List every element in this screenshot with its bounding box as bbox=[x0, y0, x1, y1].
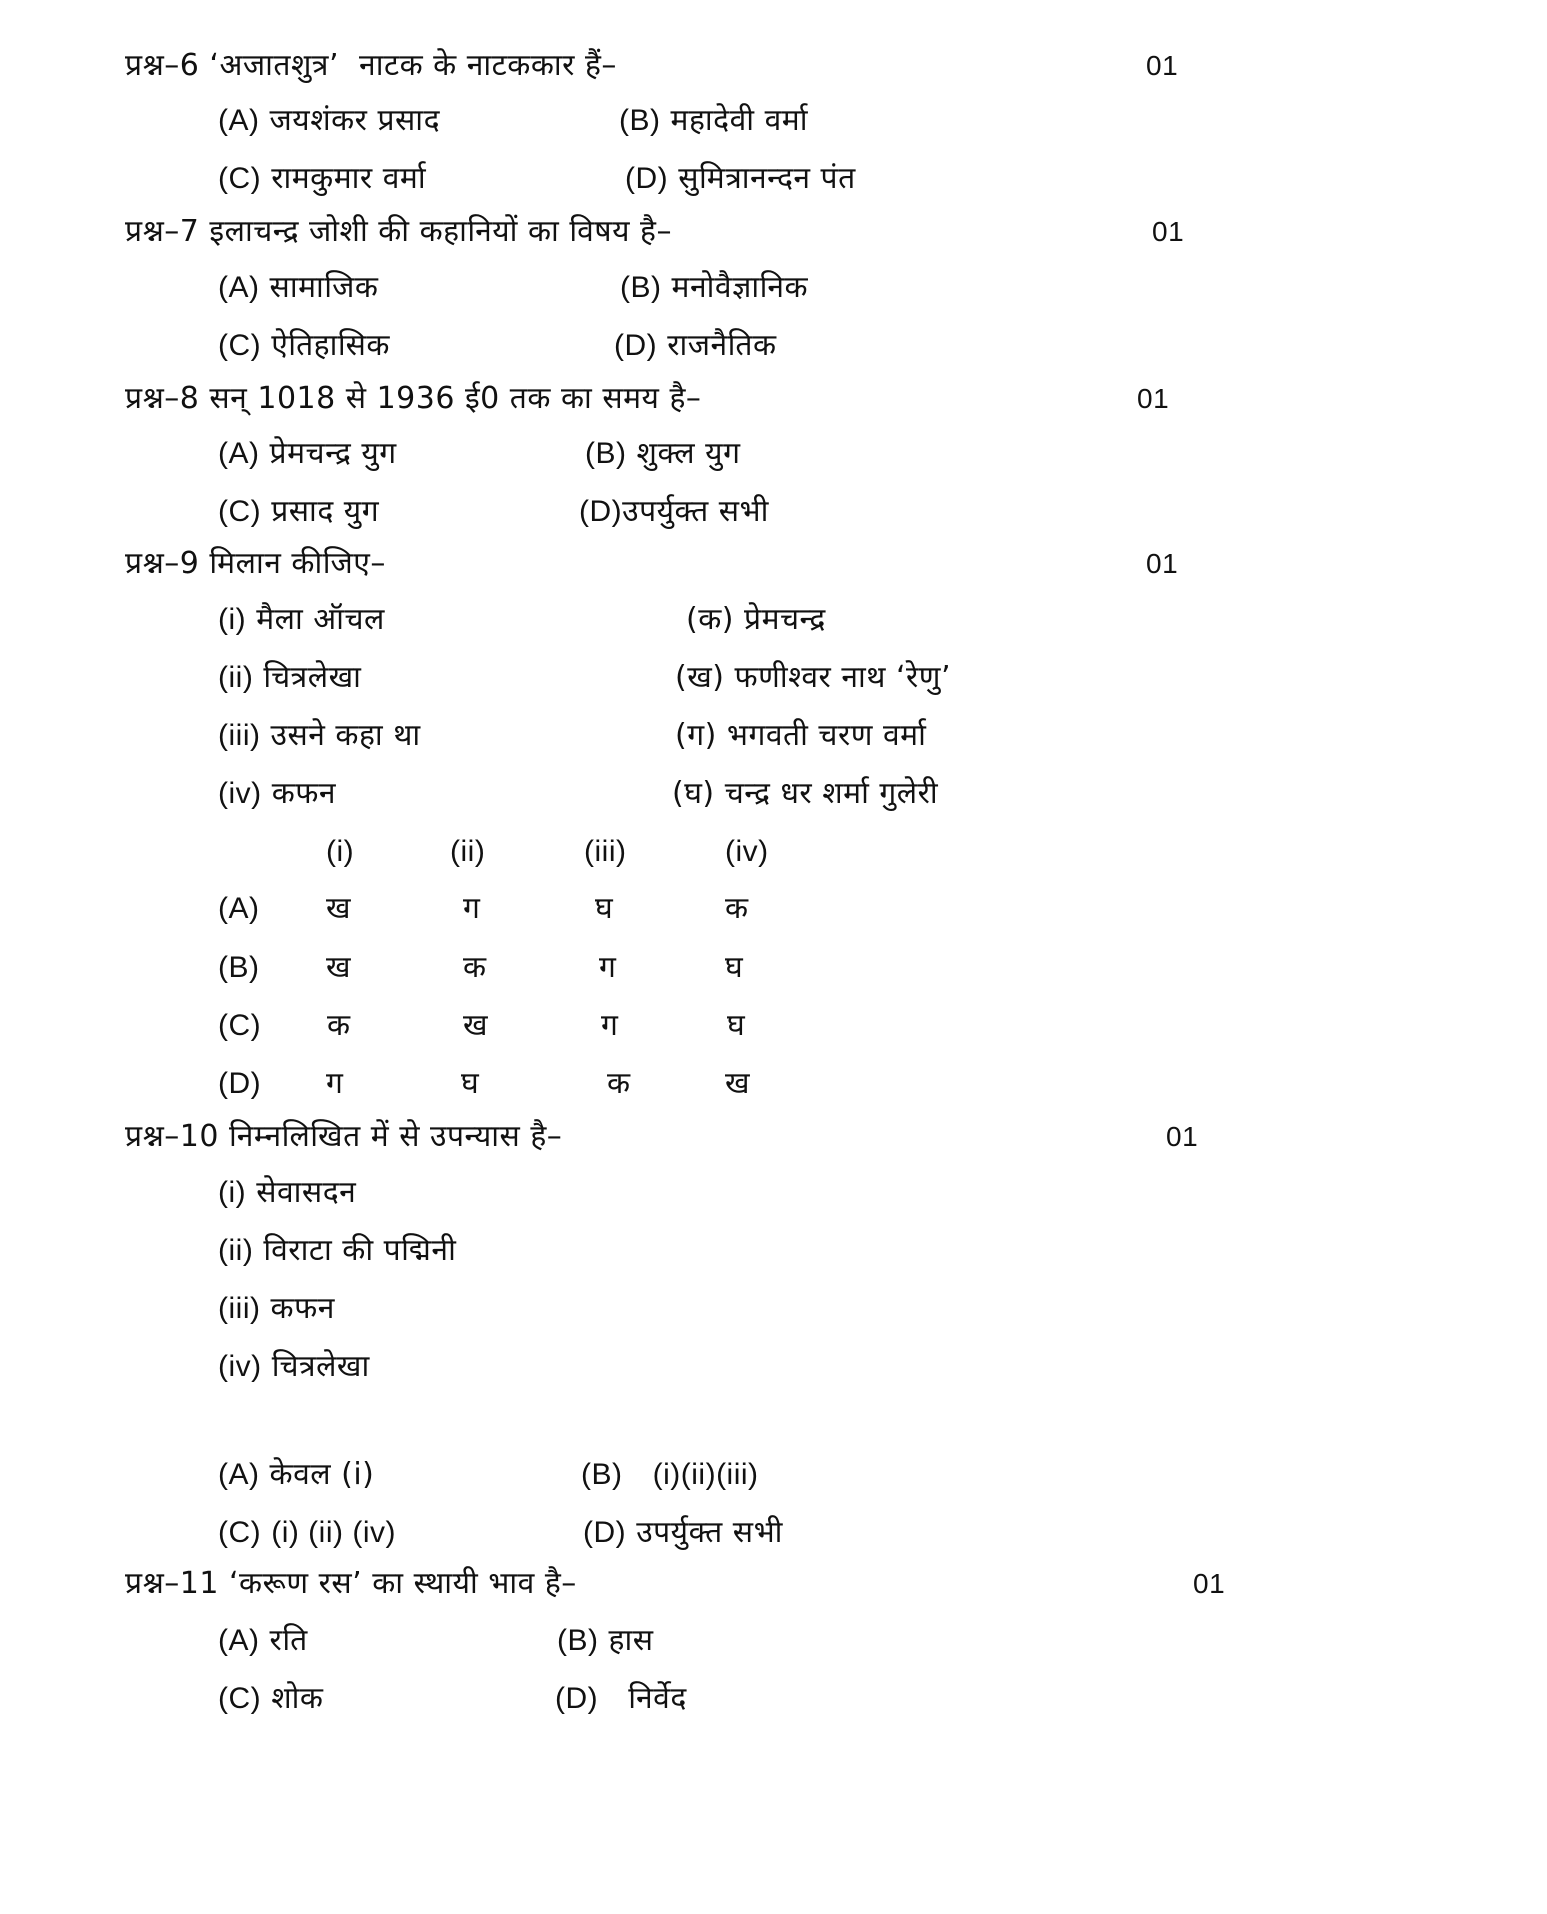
question-7-prompt: प्रश्न–7 इलाचन्द्र जोशी की कहानियों का विषय है– bbox=[125, 214, 672, 249]
option-label: (D) bbox=[579, 495, 623, 528]
item-text: सेवासदन bbox=[256, 1175, 357, 1210]
table-cell: क bbox=[463, 950, 487, 985]
item-text: विराटा की पद्मिनी bbox=[263, 1233, 457, 1268]
question-8-marks: 01 bbox=[1137, 383, 1170, 414]
option-label: (D) bbox=[614, 329, 658, 362]
table-header-ii: (ii) bbox=[450, 835, 486, 868]
question-6-option-c bbox=[218, 161, 427, 196]
item-label: (iii) bbox=[218, 719, 261, 752]
question-8-option-d bbox=[579, 494, 769, 529]
option-label: (D) bbox=[555, 1682, 599, 1715]
item-label: (i) bbox=[218, 1176, 247, 1209]
option-text: उपर्युक्त सभी bbox=[636, 1515, 783, 1550]
table-cell: ख bbox=[463, 1008, 489, 1043]
match-right-item-4 bbox=[672, 776, 939, 811]
table-cell: घ bbox=[727, 1008, 746, 1043]
item-label: (iv) bbox=[218, 777, 262, 810]
question-9-prompt: प्रश्न–9 मिलान कीजिए– bbox=[125, 546, 386, 581]
table-row-b-label: (B) bbox=[218, 951, 260, 984]
question-8-option-a bbox=[218, 436, 397, 471]
question-8-option-b bbox=[585, 436, 741, 471]
option-text: प्रेमचन्द्र युग bbox=[269, 436, 397, 471]
option-text: उपर्युक्त सभी bbox=[622, 494, 769, 529]
question-6-marks: 01 bbox=[1146, 50, 1179, 81]
option-label: (A) bbox=[218, 1624, 260, 1657]
option-text: राजनैतिक bbox=[667, 328, 777, 363]
item-label: (iv) bbox=[218, 1350, 262, 1383]
item-text: चित्रलेखा bbox=[263, 660, 362, 695]
table-cell: घ bbox=[461, 1066, 480, 1101]
match-left-item-1 bbox=[218, 602, 385, 637]
question-10-option-b bbox=[581, 1460, 759, 1490]
question-7-option-a bbox=[218, 270, 379, 305]
item-text: कफन bbox=[270, 1291, 335, 1326]
table-header-i: (i) bbox=[326, 835, 355, 868]
option-label: (A) bbox=[218, 437, 260, 470]
table-cell: ख bbox=[326, 950, 352, 985]
option-text: प्रसाद युग bbox=[271, 494, 380, 529]
option-text: (i) (ii) (iv) bbox=[271, 1516, 396, 1549]
option-label: (B) bbox=[620, 271, 662, 304]
option-label: (B) bbox=[585, 437, 627, 470]
option-text: निर्वेद bbox=[628, 1681, 687, 1716]
option-label: (B) bbox=[557, 1624, 599, 1657]
option-text: जयशंकर प्रसाद bbox=[269, 103, 441, 138]
table-row-a-label: (A) bbox=[218, 892, 260, 925]
question-6-option-d bbox=[625, 161, 856, 196]
option-text: केवल (i) bbox=[269, 1457, 375, 1492]
item-label: (ii) bbox=[218, 661, 254, 694]
question-8-option-c bbox=[218, 494, 380, 529]
question-11-marks: 01 bbox=[1193, 1568, 1226, 1599]
match-right-item-2 bbox=[675, 660, 951, 695]
option-label: (B) bbox=[581, 1458, 623, 1491]
option-label: (C) bbox=[218, 329, 262, 362]
table-cell: ग bbox=[463, 891, 481, 926]
item-label: (घ) bbox=[672, 776, 715, 811]
option-text: मनोवैज्ञानिक bbox=[671, 270, 809, 305]
question-10-item-4 bbox=[218, 1349, 370, 1384]
item-label: (क) bbox=[686, 602, 734, 637]
question-10-prompt: प्रश्न–10 निम्नलिखित में से उपन्यास है– bbox=[125, 1119, 563, 1154]
item-label: (iii) bbox=[218, 1292, 261, 1325]
table-cell: ख bbox=[725, 1066, 751, 1101]
match-right-item-3 bbox=[675, 718, 927, 753]
table-row-d-label: (D) bbox=[218, 1067, 262, 1100]
question-6-prompt: प्रश्न–6 ‘अजातशुत्र’ नाटक के नाटककार हैं– bbox=[125, 48, 617, 83]
option-text: सुमित्रानन्दन पंत bbox=[678, 161, 856, 196]
item-text: फणीश्वर नाथ ‘रेणु’ bbox=[734, 660, 951, 695]
table-header-iii: (iii) bbox=[584, 835, 627, 868]
option-label: (C) bbox=[218, 495, 262, 528]
item-label: (ग) bbox=[675, 718, 717, 753]
table-header-iv: (iv) bbox=[725, 835, 769, 868]
question-6-option-b bbox=[619, 103, 808, 138]
option-label: (A) bbox=[218, 1458, 260, 1491]
option-text: रति bbox=[269, 1623, 308, 1658]
item-label: (ख) bbox=[675, 660, 725, 695]
question-8-prompt: प्रश्न–8 सन् 1018 से 1936 ई0 तक का समय है– bbox=[125, 381, 702, 416]
question-7-option-c bbox=[218, 328, 390, 363]
option-label: (C) bbox=[218, 1682, 262, 1715]
option-text: रामकुमार वर्मा bbox=[271, 161, 427, 196]
question-11-option-d bbox=[555, 1681, 687, 1716]
question-10-item-2 bbox=[218, 1233, 457, 1268]
option-label: (D) bbox=[583, 1516, 627, 1549]
question-11-option-c bbox=[218, 1681, 324, 1716]
item-text: कफन bbox=[271, 776, 337, 811]
option-text: ऐतिहासिक bbox=[271, 328, 390, 363]
option-label: (C) bbox=[218, 1516, 262, 1549]
option-text: शोक bbox=[271, 1681, 324, 1716]
option-label: (A) bbox=[218, 271, 260, 304]
match-right-item-1 bbox=[686, 602, 826, 637]
table-cell: घ bbox=[595, 891, 614, 926]
table-row-c-label: (C) bbox=[218, 1009, 262, 1042]
table-cell: ख bbox=[326, 891, 352, 926]
question-11-option-b bbox=[557, 1623, 654, 1658]
table-cell: क bbox=[327, 1008, 351, 1043]
option-text: महादेवी वर्मा bbox=[670, 103, 808, 138]
question-10-option-c bbox=[218, 1518, 396, 1548]
item-text: चित्रलेखा bbox=[271, 1349, 370, 1384]
option-label: (A) bbox=[218, 104, 260, 137]
item-label: (ii) bbox=[218, 1234, 254, 1267]
question-7-option-d bbox=[614, 328, 777, 363]
question-7-option-b bbox=[620, 270, 809, 305]
table-cell: ग bbox=[326, 1066, 344, 1101]
item-text: चन्द्र धर शर्मा गुलेरी bbox=[724, 776, 939, 811]
table-cell: क bbox=[725, 891, 749, 926]
option-text: शुक्ल युग bbox=[636, 436, 741, 471]
question-6-option-a bbox=[218, 103, 441, 138]
option-text: (i)(ii)(iii) bbox=[652, 1458, 759, 1491]
match-left-item-4 bbox=[218, 776, 337, 811]
option-text: हास bbox=[608, 1623, 654, 1658]
option-label: (B) bbox=[619, 104, 661, 137]
option-label: (C) bbox=[218, 162, 262, 195]
item-label: (i) bbox=[218, 603, 247, 636]
question-11-option-a bbox=[218, 1623, 308, 1658]
option-text: सामाजिक bbox=[269, 270, 379, 305]
item-text: मैला ऑचल bbox=[256, 602, 385, 637]
table-cell: क bbox=[607, 1066, 631, 1101]
question-10-option-d bbox=[583, 1515, 783, 1550]
item-text: भगवती चरण वर्मा bbox=[726, 718, 927, 753]
match-left-item-3 bbox=[218, 718, 421, 753]
option-label: (D) bbox=[625, 162, 669, 195]
question-10-item-1 bbox=[218, 1175, 357, 1210]
question-9-marks: 01 bbox=[1146, 548, 1179, 579]
question-10-item-3 bbox=[218, 1291, 335, 1326]
question-10-option-a bbox=[218, 1457, 375, 1492]
table-cell: घ bbox=[725, 950, 744, 985]
question-10-marks: 01 bbox=[1166, 1121, 1199, 1152]
table-cell: ग bbox=[599, 950, 617, 985]
item-text: उसने कहा था bbox=[270, 718, 421, 753]
table-cell: ग bbox=[601, 1008, 619, 1043]
question-7-marks: 01 bbox=[1152, 216, 1185, 247]
item-text: प्रेमचन्द्र bbox=[744, 602, 826, 637]
question-11-prompt: प्रश्न–11 ‘करूण रस’ का स्थायी भाव है– bbox=[125, 1566, 577, 1601]
match-left-item-2 bbox=[218, 660, 362, 695]
